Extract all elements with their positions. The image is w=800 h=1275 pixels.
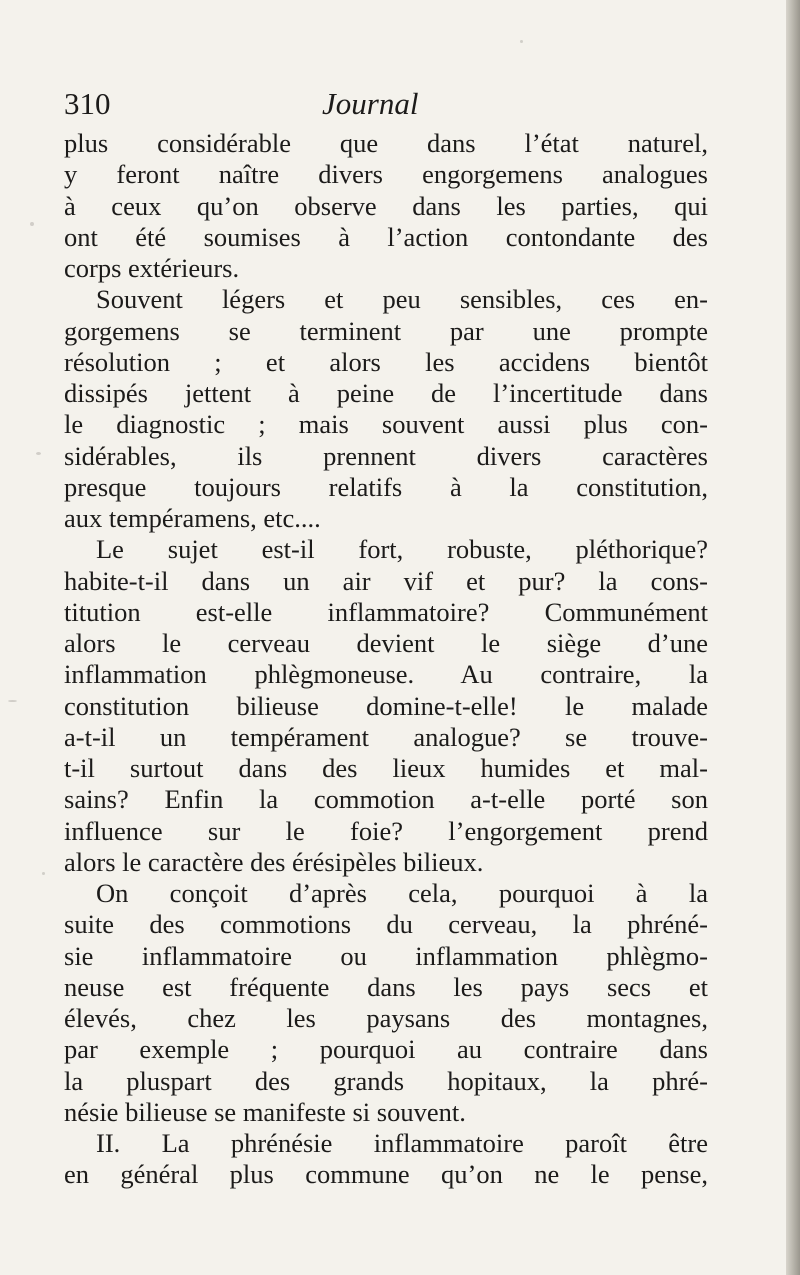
- text-line: aux tempéramens, etc....: [64, 503, 321, 533]
- page-header: [64, 86, 744, 128]
- text-line: neuse est fréquente dans les pays secs et: [64, 971, 708, 1002]
- text-line: à ceux qu’on observe dans les parties, qui: [64, 190, 708, 221]
- text-line: t-il surtout dans des lieux humides et mal-: [64, 753, 708, 783]
- text-line: influence sur le foie? l’engorgement prend: [64, 815, 708, 846]
- text-line: nésie bilieuse se manifeste si souvent.: [64, 1096, 466, 1127]
- text-line: ont été soumises à l’action contondante des: [64, 221, 708, 252]
- page-number: 310: [64, 86, 111, 121]
- text-line: la pluspart des grands hopitaux, la phré-: [64, 1065, 708, 1096]
- text-line: le diagnostic ; mais souvent aussi plus con-: [64, 409, 708, 440]
- text-line: II. La phrénésie inflammatoire paroît être: [96, 1128, 708, 1158]
- text-line: en général plus commune qu’on ne le pense,: [64, 1159, 708, 1190]
- text-line: plus considérable que dans l’état naturel,: [64, 128, 708, 158]
- text-line: corps extérieurs.: [64, 253, 240, 283]
- text-line: inflammation phlègmoneuse. Au contraire, la: [64, 659, 708, 690]
- text-line: gorgemens se terminent par une prompte: [64, 315, 708, 346]
- text-line: alors le caractère des érésipèles bilieux.: [64, 846, 484, 877]
- text-line: alors le cerveau devient le siège d’une: [64, 628, 708, 658]
- page-edge-shadow: [786, 0, 800, 1275]
- text-line: par exemple ; pourquoi au contraire dans: [64, 1034, 708, 1065]
- text-line: Souvent légers et peu sensibles, ces en-: [96, 284, 708, 315]
- text-line: presque toujours relatifs à la constitution,: [64, 471, 708, 502]
- text-line: habite-t-il dans un air vif et pur? la cons-: [64, 565, 708, 596]
- text-line: Le sujet est-il fort, robuste, pléthorique?: [96, 534, 708, 565]
- body-text: [64, 128, 708, 1191]
- text-line: titution est-elle inflammatoire? Communément: [64, 596, 708, 627]
- text-line: élevés, chez les paysans des montagnes,: [64, 1003, 708, 1033]
- paper-speck: [8, 700, 17, 702]
- paper-speck: [42, 872, 45, 875]
- paper-speck: [30, 222, 34, 226]
- text-line: résolution ; et alors les accidens bientôt: [64, 346, 708, 377]
- text-line: a-t-il un tempérament analogue? se trouve-: [64, 721, 708, 752]
- running-title: Journal: [322, 86, 419, 121]
- text-line: y feront naître divers engorgemens analogues: [64, 159, 708, 190]
- text-line: sidérables, ils prennent divers caractères: [64, 440, 708, 471]
- text-line: On conçoit d’après cela, pourquoi à la: [96, 878, 708, 908]
- text-line: dissipés jettent à peine de l’incertitude dans: [64, 378, 708, 408]
- paper-speck: [520, 40, 523, 43]
- text-line: sie inflammatoire ou inflammation phlègmo-: [64, 940, 708, 971]
- text-line: constitution bilieuse domine-t-elle! le malade: [64, 690, 708, 721]
- paper-speck: [36, 452, 41, 455]
- text-line: sains? Enfin la commotion a-t-elle porté son: [64, 784, 708, 815]
- text-line: suite des commotions du cerveau, la phréné-: [64, 909, 708, 940]
